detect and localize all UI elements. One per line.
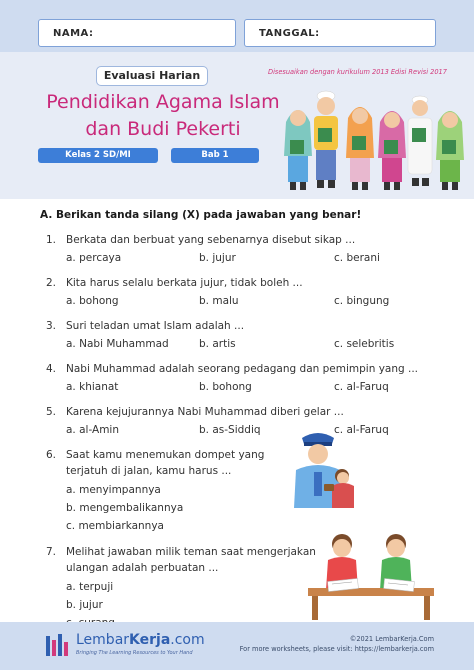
- question-number: 4.: [46, 363, 57, 375]
- question-number: 6.: [46, 449, 57, 461]
- police-helping-child-illustration: [288, 428, 360, 508]
- question-7-line2: ulangan adalah perbuatan ...: [66, 562, 219, 574]
- kurikulum-note: Disesuaikan dengan kurikulum 2013 Edisi Revisi 2017: [268, 68, 447, 76]
- website-link[interactable]: For more worksheets, please visit: https://lembarkerja.com: [239, 645, 434, 653]
- option-7a[interactable]: a. terpuji: [66, 581, 114, 593]
- option-1a[interactable]: a. percaya: [66, 252, 122, 264]
- bab-badge: Bab 1: [171, 148, 259, 163]
- brand-part-kerja: Kerja: [129, 632, 171, 648]
- students-illustration: [280, 78, 470, 196]
- question-text: Kita harus selalu berkata jujur, tidak boleh ...: [66, 277, 303, 289]
- question-2: [46, 277, 303, 289]
- question-text: Nabi Muhammad adalah seorang pedagang dan pemimpin yang ...: [66, 363, 419, 375]
- question-text: Berkata dan berbuat yang sebenarnya disebut sikap ...: [66, 234, 356, 246]
- option-3b[interactable]: b. artis: [199, 338, 236, 350]
- option-4a[interactable]: a. khianat: [66, 381, 119, 393]
- option-1b[interactable]: b. jujur: [199, 252, 236, 264]
- question-text-line1: Saat kamu menemukan dompet yang: [66, 449, 265, 461]
- question-number: 3.: [46, 320, 57, 332]
- option-4b[interactable]: b. bohong: [199, 381, 252, 393]
- question-text: Karena kejujurannya Nabi Muhammad diberi gelar ...: [66, 406, 344, 418]
- option-2c[interactable]: c. bingung: [334, 295, 390, 307]
- option-4c[interactable]: c. al-Faruq: [334, 381, 389, 393]
- students-cheating-illustration: [300, 528, 440, 620]
- option-1c[interactable]: c. berani: [334, 252, 380, 264]
- question-6: [46, 449, 264, 461]
- question-3: [46, 320, 244, 332]
- brand-tagline: Bringing The Learning Resources to Your Hand: [76, 650, 193, 656]
- question-5: [46, 406, 344, 418]
- nama-field[interactable]: NAMA:: [38, 19, 236, 47]
- question-7: [46, 546, 316, 558]
- section-instruction: A. Berikan tanda silang (X) pada jawaban yang benar!: [40, 209, 362, 221]
- question-1: [46, 234, 355, 246]
- page-title-line2: dan Budi Pekerti: [85, 118, 241, 140]
- tanggal-field[interactable]: TANGGAL:: [244, 19, 436, 47]
- brand-name[interactable]: [76, 632, 205, 648]
- question-text: Suri teladan umat Islam adalah ...: [66, 320, 245, 332]
- question-number: 7.: [46, 546, 57, 558]
- evaluasi-badge: Evaluasi Harian: [96, 66, 208, 86]
- option-5c[interactable]: c. al-Faruq: [334, 424, 389, 436]
- option-3a[interactable]: a. Nabi Muhammad: [66, 338, 169, 350]
- option-6a[interactable]: a. menyimpannya: [66, 484, 161, 496]
- option-5b[interactable]: b. as-Siddiq: [199, 424, 261, 436]
- question-6-line2: terjatuh di jalan, kamu harus ...: [66, 465, 232, 477]
- question-number: 1.: [46, 234, 57, 246]
- option-2a[interactable]: a. bohong: [66, 295, 119, 307]
- footer-copyright: [240, 634, 434, 654]
- brand-part-lembar: Lembar: [76, 632, 130, 648]
- option-5a[interactable]: a. al-Amin: [66, 424, 120, 436]
- question-number: 2.: [46, 277, 57, 289]
- brand-part-com: .com: [170, 632, 205, 648]
- copyright-text: ©2021 LembarKerja.Com: [349, 635, 434, 643]
- option-6b[interactable]: b. mengembalikannya: [66, 502, 184, 514]
- question-number: 5.: [46, 406, 57, 418]
- page-title-line1: Pendidikan Agama Islam: [46, 91, 280, 113]
- option-3c[interactable]: c. selebritis: [334, 338, 395, 350]
- lembarkerja-logo-icon: [46, 632, 68, 658]
- option-7b[interactable]: b. jujur: [66, 599, 103, 611]
- option-6c[interactable]: c. membiarkannya: [66, 520, 164, 532]
- question-4: [46, 363, 418, 375]
- question-text-line1: Melihat jawaban milik teman saat mengerjakan: [66, 546, 316, 558]
- option-2b[interactable]: b. malu: [199, 295, 239, 307]
- kelas-badge: Kelas 2 SD/MI: [38, 148, 158, 163]
